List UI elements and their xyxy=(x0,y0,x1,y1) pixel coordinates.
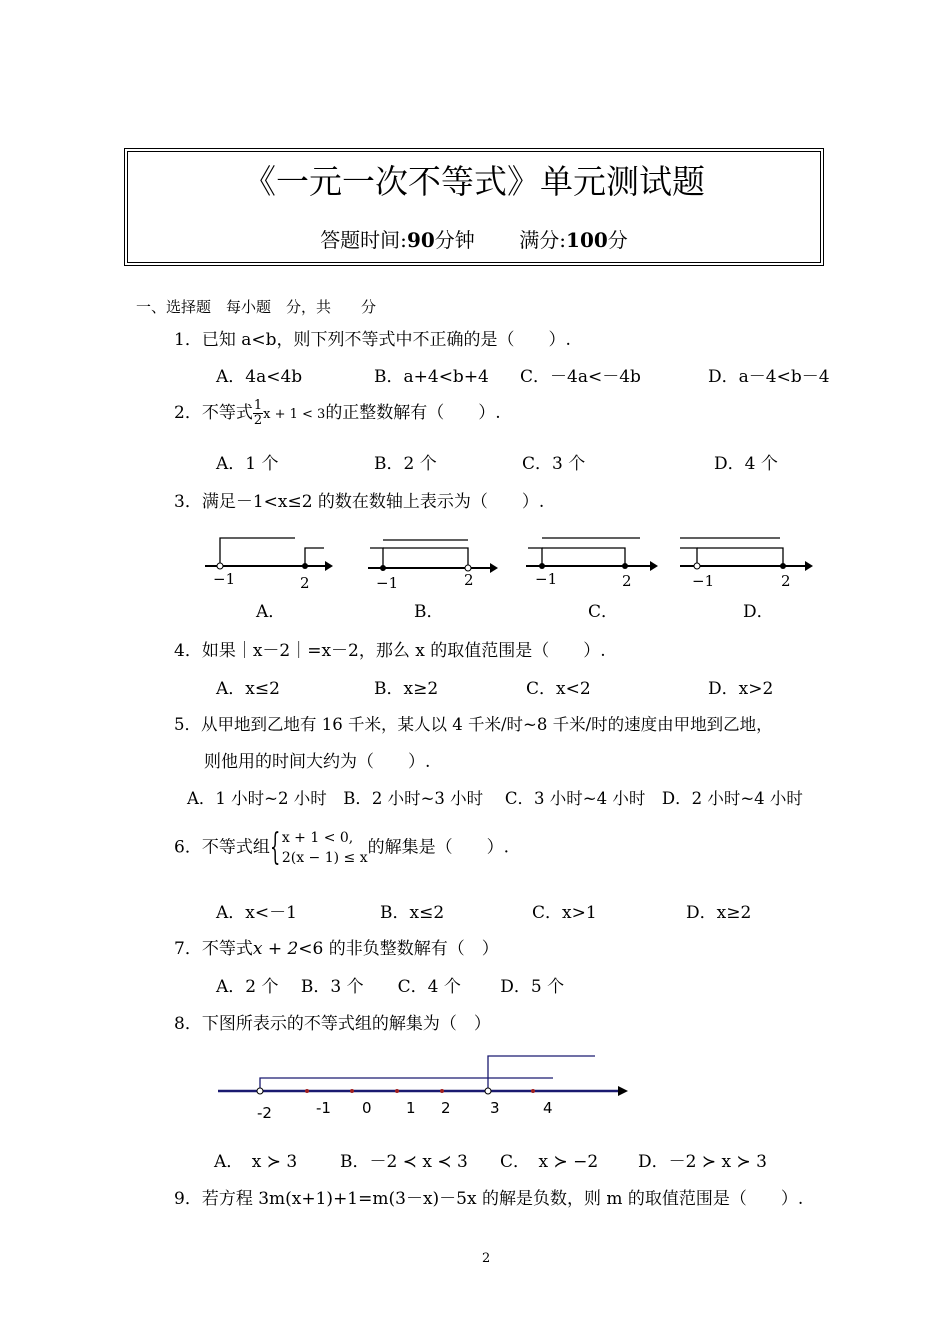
score-label: 满分: xyxy=(519,228,567,252)
q3-label-b: B． xyxy=(414,602,444,622)
q3-d-left-tick: −1 xyxy=(692,572,715,590)
q4-option-b: B．x≥2 xyxy=(374,679,439,699)
exam-info xyxy=(128,224,820,253)
q7-prefix: 7．不等式 xyxy=(174,939,253,959)
q8-tick-2: 2 xyxy=(441,1099,451,1117)
q3-figure-c xyxy=(526,538,658,571)
question-6 xyxy=(174,828,509,868)
time-label: 答题时间: xyxy=(320,228,407,252)
q3-label-a: A． xyxy=(256,602,286,622)
q6-suffix: 的解集是（ ）. xyxy=(367,837,510,858)
q2-option-c: C．3 个 xyxy=(522,454,586,474)
brace-icon: { xyxy=(269,827,281,868)
q8-tick-4: 4 xyxy=(543,1099,553,1117)
q3-c-left-tick: −1 xyxy=(535,570,558,588)
question-9: 9．若方程 3m(x+1)+1=m(3－x)－5x 的解是负数，则 m 的取值范围是（ ）. xyxy=(174,1189,804,1209)
q3-figure-b xyxy=(368,540,498,573)
q3-label-c: C． xyxy=(588,602,619,622)
q8-number-line xyxy=(210,1050,640,1100)
q8-option-c: C． x ≻ −2 xyxy=(500,1152,599,1172)
q7-suffix: <6 的非负整数解有（ ） xyxy=(298,939,499,959)
q4-option-a: A．x≤2 xyxy=(216,679,280,699)
q8-tick-1: 1 xyxy=(406,1099,416,1117)
q3-b-right-tick: 2 xyxy=(464,571,474,589)
q8-tick-neg1: -1 xyxy=(316,1099,331,1117)
question-3: 3．满足－1<x≤2 的数在数轴上表示为（ ）. xyxy=(174,492,545,512)
q8-option-a: A． x ≻ 3 xyxy=(214,1152,298,1172)
q8-tick-neg2: -2 xyxy=(257,1104,272,1122)
q6-option-c: C．x>1 xyxy=(532,903,597,923)
score-value: 100 xyxy=(566,228,608,252)
q6-line-1: x + 1 < 0, xyxy=(281,830,354,846)
q1-option-c: C．－4a<－4b xyxy=(520,367,641,387)
q2-prefix: 2．不等式 xyxy=(174,403,253,423)
question-1: 1．已知 a<b，则下列不等式中不正确的是（ ）. xyxy=(174,330,571,350)
q6-option-d: D．x≥2 xyxy=(686,903,752,923)
q8-option-b: B．－2 ≺ x ≺ 3 xyxy=(340,1152,468,1172)
q4-option-c: C．x<2 xyxy=(526,679,591,699)
q3-figure-d xyxy=(680,538,813,571)
q7-expression: x + 2 xyxy=(252,939,299,959)
q3-label-d: D． xyxy=(743,602,774,622)
q3-a-left-tick: −1 xyxy=(213,570,236,588)
q1-option-d: D．a－4<b－4 xyxy=(708,367,830,387)
q3-figure-a xyxy=(205,538,333,571)
q7-options: A．2 个 B．3 个 C．4 个 D．5 个 xyxy=(216,977,565,997)
q6-option-a: A．x<－1 xyxy=(216,903,297,923)
q2-fraction: $\frac{1}{2}$ xyxy=(253,398,263,428)
time-value: 90 xyxy=(406,228,435,252)
q8-tick-0: 0 xyxy=(362,1099,372,1117)
q1-option-a: A．4a<4b xyxy=(216,367,303,387)
q1-option-b: B．a+4<b+4 xyxy=(374,367,489,387)
q3-number-lines xyxy=(200,530,820,600)
q3-a-right-tick: 2 xyxy=(300,574,310,592)
score-unit: 分 xyxy=(607,228,628,252)
q2-option-b: B．2 个 xyxy=(374,454,437,474)
question-4: 4．如果｜x－2｜=x－2，那么 x 的取值范围是（ ）. xyxy=(174,641,606,661)
q3-c-right-tick: 2 xyxy=(622,572,632,590)
q8-tick-3: 3 xyxy=(490,1099,500,1117)
title-box xyxy=(124,148,824,266)
question-5-line-2: 则他用的时间大约为（ ）. xyxy=(204,752,431,772)
question-5-line-1: 5．从甲地到乙地有 16 千米，某人以 4 千米/时~8 千米/时的速度由甲地到乙地， xyxy=(174,715,773,734)
page-number: 2 xyxy=(482,1251,491,1266)
question-7 xyxy=(174,934,499,959)
q2-suffix: 的正整数解有（ ）. xyxy=(325,403,501,423)
q5-options: A．1 小时~2 小时 B．2 小时~3 小时 C．3 小时~4 小时 D．2 小时~4 小时 xyxy=(187,789,803,808)
question-2 xyxy=(174,398,501,428)
q2-option-d: D．4 个 xyxy=(714,454,778,474)
q2-expression: x + 1 < 3 xyxy=(263,407,326,422)
q3-d-right-tick: 2 xyxy=(781,572,791,590)
q4-option-d: D．x>2 xyxy=(708,679,774,699)
q6-system xyxy=(270,828,368,868)
q6-prefix: 6．不等式组 xyxy=(174,837,270,858)
q8-option-d: D．－2 ≻ x ≻ 3 xyxy=(638,1152,767,1172)
q6-option-b: B．x≤2 xyxy=(380,903,445,923)
question-8: 8．下图所表示的不等式组的解集为（ ） xyxy=(174,1014,491,1034)
page-title: 《一元一次不等式》单元测试题 xyxy=(243,162,705,201)
q2-option-a: A．1 个 xyxy=(216,454,279,474)
time-unit: 分钟 xyxy=(434,228,475,252)
q6-line-2: 2(x − 1) ≤ x xyxy=(281,850,368,866)
section-heading: 一、选择题 每小题 分，共 分 xyxy=(136,298,377,316)
q3-b-left-tick: −1 xyxy=(376,574,399,592)
